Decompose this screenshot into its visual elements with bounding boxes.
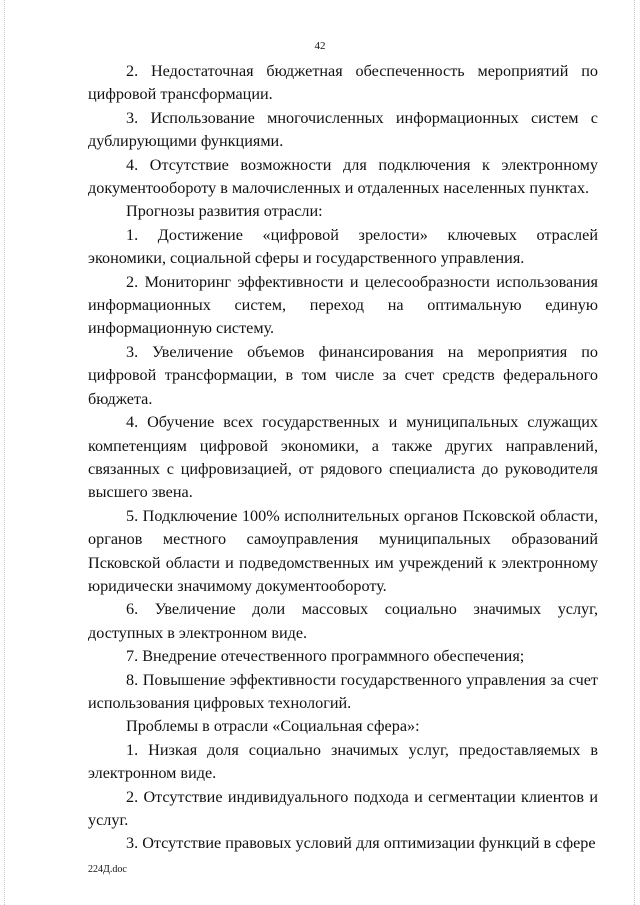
paragraph: 3. Увеличение объемов финансирования на мероприятия по цифровой трансформации, в том числе за счет средств федерального бюджета. xyxy=(88,342,598,408)
paragraph: 2. Мониторинг эффективности и целесообразности использования информационных систем, переход на оптимальную единую информационную систему. xyxy=(88,272,598,338)
document-body xyxy=(88,60,598,856)
file-name-footer: 224Д.doc xyxy=(88,864,127,875)
binding-margin-right xyxy=(634,0,636,905)
paragraph: 1. Низкая доля социально значимых услуг, предоставляемых в электронном виде. xyxy=(88,740,598,783)
section-heading: Прогнозы развития отрасли: xyxy=(126,202,323,221)
paragraph: 7. Внедрение отечественного программного обеспечения; xyxy=(126,647,525,666)
paragraph: 4. Обучение всех государственных и муниципальных служащих компетенциям цифровой экономики, а также других направлений, связанных с цифровизацией, от рядового специалиста до руководителя высшего звена. xyxy=(88,413,598,502)
section-heading: Проблемы в отрасли «Социальная сфера»: xyxy=(126,717,420,736)
paragraph: 4. Отсутствие возможности для подключения к электронному документообороту в малочисленных и отдаленных населенных пунктах. xyxy=(88,155,598,198)
paragraph: 3. Отсутствие правовых условий для оптимизации функций в сфере xyxy=(126,834,596,853)
page-number: 42 xyxy=(314,40,326,52)
paragraph: 5. Подключение 100% исполнительных органов Псковской области, органов местного самоуправления муниципальных образований Псковской области и подведомственных им учреждений к электронному юридически значимому документообороту. xyxy=(88,506,598,595)
paragraph: 8. Повышение эффективности государственного управления за счет использования цифровых технологий. xyxy=(88,670,598,712)
binding-margin-left xyxy=(4,0,6,905)
paragraph: 3. Использование многочисленных информационных систем с дублирующими функциями. xyxy=(88,108,598,151)
paragraph: 1. Достижение «цифровой зрелости» ключевых отраслей экономики, социальной сферы и государственного управления. xyxy=(88,225,598,268)
paragraph: 2. Недостаточная бюджетная обеспеченность мероприятий по цифровой трансформации. xyxy=(88,62,598,104)
paragraph: 2. Отсутствие индивидуального подхода и сегментации клиентов и услуг. xyxy=(88,787,598,829)
paragraph: 6. Увеличение доли массовых социально значимых услуг, доступных в электронном виде. xyxy=(88,600,598,642)
